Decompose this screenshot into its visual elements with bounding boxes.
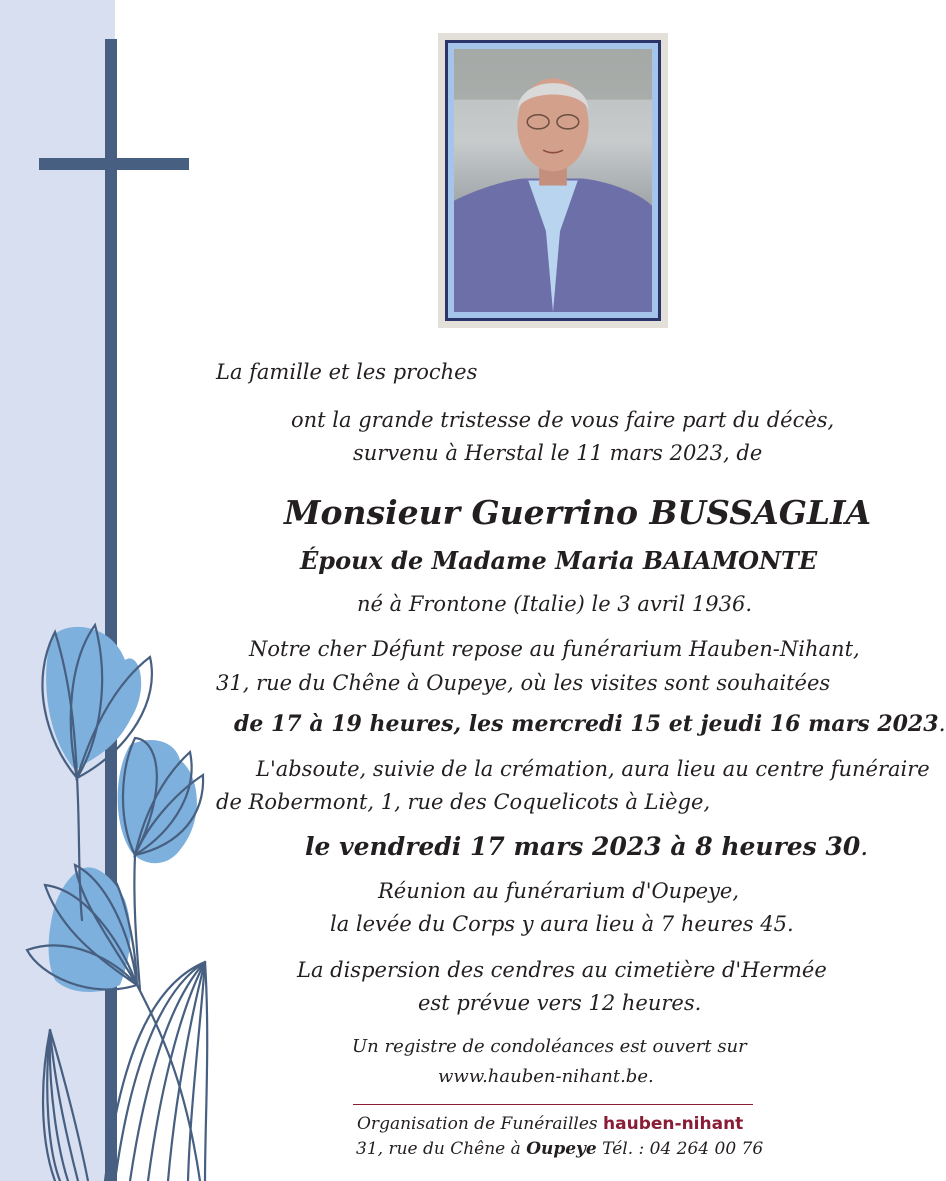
dispersion-line-2: est prévue vers 12 heures. (418, 991, 702, 1015)
register-line: Un registre de condoléances est ouvert sur (352, 1036, 747, 1057)
deceased-name: Monsieur Guerrino BUSSAGLIA (284, 493, 872, 532)
ceremony-time-text: le vendredi 17 mars 2023 à 8 heures 30 (305, 832, 861, 861)
dispersion-line-1: La dispersion des cendres au cimetière d'Hermée (297, 958, 827, 982)
footer-address-prefix: 31, rue du Chêne à (356, 1139, 521, 1159)
birth-line: né à Frontone (Italie) le 3 avril 1936. (357, 592, 752, 616)
meeting-line-2: la levée du Corps y aura lieu à 7 heures 45. (330, 912, 794, 936)
intro-text: La famille et les proches (216, 360, 478, 384)
meeting-line-1: Réunion au funérarium d'Oupeye, (378, 879, 740, 903)
footer-address-city: Oupeye (526, 1139, 597, 1159)
announcement-line-1: ont la grande tristesse de vous faire part du décès, (291, 408, 835, 432)
visits-line-2: 31, rue du Chêne à Oupeye, où les visites sont souhaitées (216, 671, 831, 695)
ceremony-line-1: L'absoute, suivie de la crémation, aura lieu au centre funéraire (256, 757, 930, 781)
cross-icon-bar (39, 158, 189, 170)
footer-address (356, 1141, 763, 1158)
register-url-link[interactable]: www.hauben-nihant.be. (438, 1066, 654, 1087)
visits-times-text: de 17 à 19 heures, les mercredi 15 et jeudi 16 mars 2023 (234, 711, 939, 737)
footer-phone: Tél. : 04 264 00 76 (602, 1139, 764, 1159)
visits-times: de 17 à 19 heures, les mercredi 15 et jeudi 16 mars 2023. (234, 711, 946, 737)
footer-org-label: Organisation de Funérailles (357, 1114, 598, 1134)
ceremony-time: le vendredi 17 mars 2023 à 8 heures 30. (305, 832, 869, 861)
portrait-frame (438, 33, 668, 328)
ceremony-line-2: de Robermont, 1, rue des Coquelicots à Liège, (216, 790, 711, 814)
announcement-line-2: survenu à Herstal le 11 mars 2023, de (353, 441, 763, 465)
footer-divider (353, 1104, 753, 1105)
footer-org (357, 1116, 743, 1133)
spouse-line: Époux de Madame Maria BAIAMONTE (300, 546, 818, 575)
visits-line-1: Notre cher Défunt repose au funérarium Hauben-Nihant, (249, 637, 860, 661)
brand-logo: hauben-nihant (603, 1114, 744, 1134)
tulip-floral-icon (0, 600, 230, 1181)
portrait-photo (454, 49, 652, 312)
